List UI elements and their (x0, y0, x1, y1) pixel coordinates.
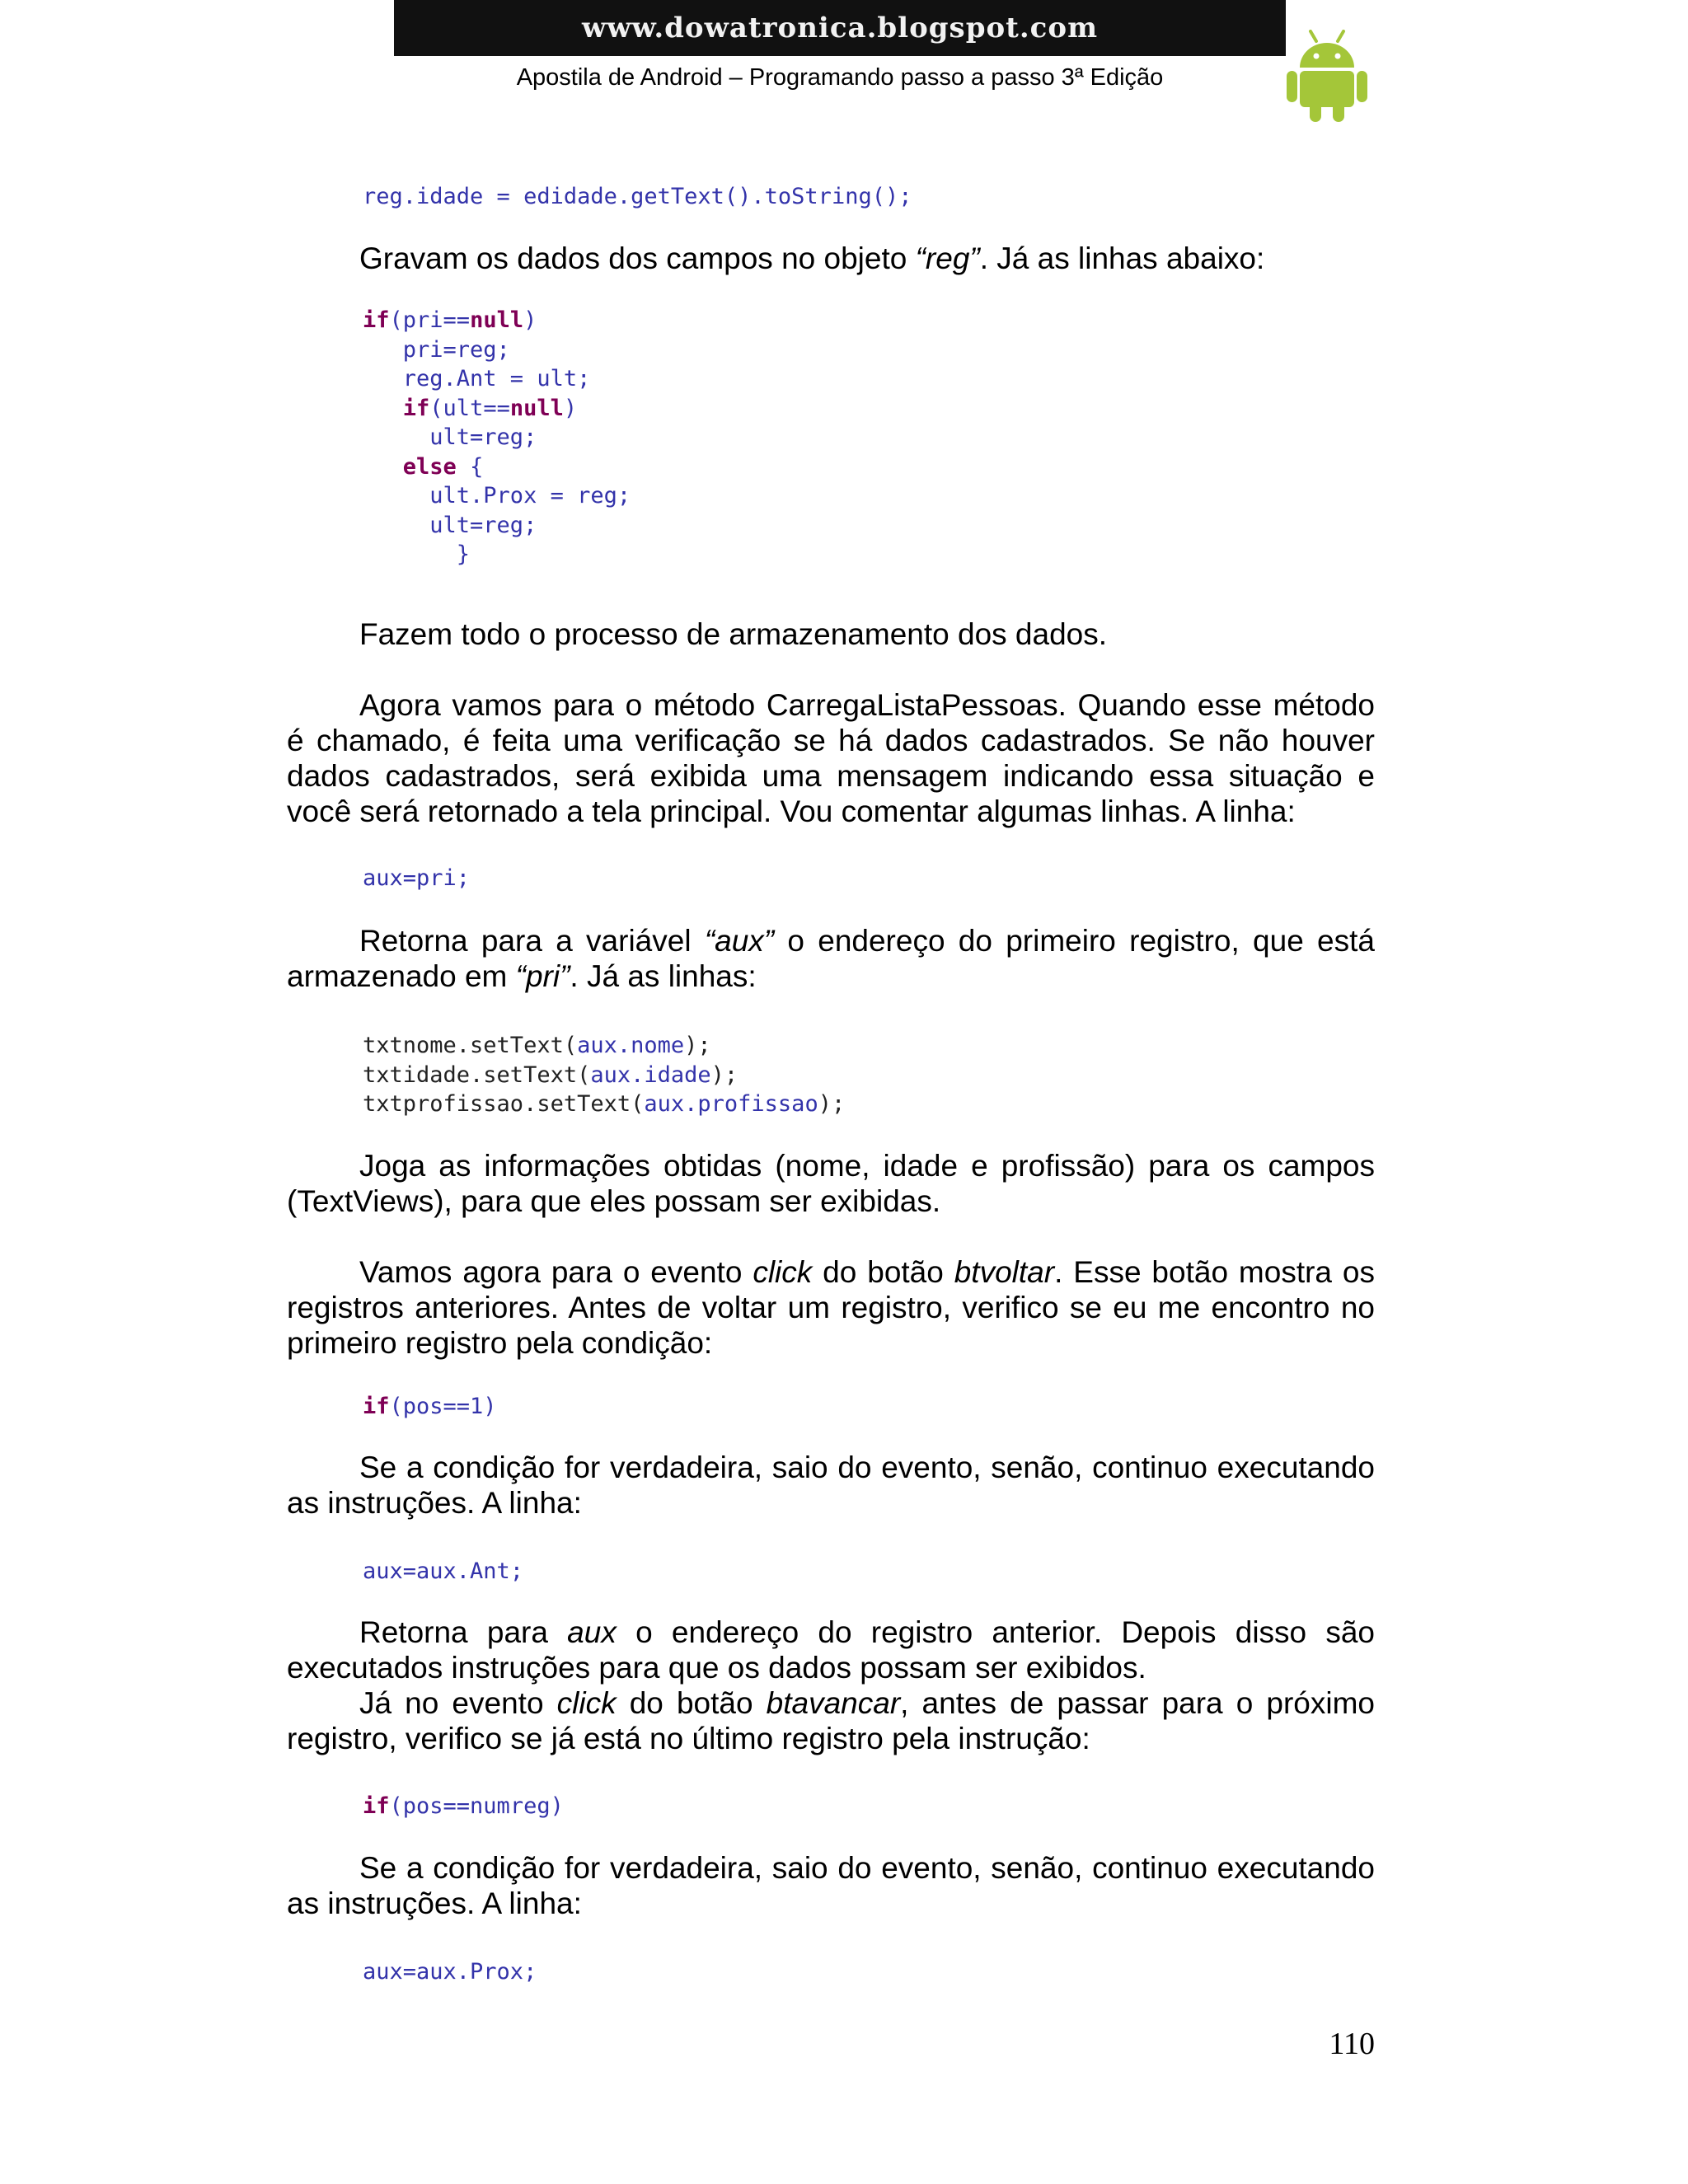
code-line-3 (363, 864, 470, 893)
text: Joga as informações obtidas (nome, idade e profissão) para os campos (TextViews), para que eles possam ser exibidas. (287, 1149, 1375, 1218)
code-text: txtidade.setText( (363, 1062, 591, 1088)
code-line (363, 307, 537, 333)
text: Se a condição for verdadeira, saio do evento, senão, continuo executando as instruções. A linha: (287, 1451, 1375, 1520)
code-line (363, 1062, 738, 1088)
code-text: txtnome.setText( (363, 1033, 578, 1058)
code-text: ); (684, 1033, 711, 1058)
code-arg: aux.nome (577, 1033, 685, 1058)
code-line (363, 541, 470, 567)
text: Gravam os dados dos campos no objeto (359, 241, 916, 275)
code-text: aux=aux.Ant; (363, 1558, 524, 1584)
code-line (363, 396, 577, 421)
code-line (363, 513, 537, 538)
code-line-8 (363, 1957, 537, 1987)
text: Já no evento (359, 1686, 557, 1720)
code-text: reg.idade = edidade.getText().toString(); (363, 184, 912, 209)
text: . Esse botão mostra os registros anteriores. Antes de voltar um registro, verifico se eu me encontro no primeiro registro pela condição: (287, 1255, 1375, 1360)
code-keyword: if (363, 1394, 390, 1419)
code-block-list-insert (363, 306, 631, 569)
paragraph-6 (287, 1254, 1375, 1361)
code-text: reg.Ant = ult; (363, 366, 591, 391)
text: Vamos agora para o evento (359, 1255, 753, 1289)
code-line (363, 1091, 845, 1117)
code-text: ); (710, 1062, 738, 1088)
code-keyword: if (402, 395, 430, 421)
emphasis: “aux” (704, 924, 775, 958)
code-text: ult=reg; (363, 512, 537, 538)
code-line (363, 483, 631, 509)
text: do botão (812, 1255, 954, 1289)
code-line-1 (363, 182, 912, 212)
paragraph-7 (287, 1450, 1375, 1521)
code-keyword: if (363, 307, 390, 333)
paragraph-5 (287, 1148, 1375, 1219)
code-text: (pos==1) (389, 1394, 497, 1419)
emphasis: btvoltar (954, 1255, 1055, 1289)
text: Fazem todo o processo de armazenamento dos dados. (359, 617, 1108, 651)
code-line-6 (363, 1557, 523, 1586)
banner-text: www.dowatronica.blogspot.com (581, 12, 1099, 45)
code-text: aux=pri; (363, 865, 471, 891)
paragraph-2 (287, 616, 1375, 652)
paragraph-10 (287, 1850, 1375, 1921)
code-arg: aux.profissao (644, 1091, 818, 1117)
code-text: ); (818, 1091, 846, 1117)
emphasis: “reg” (915, 241, 980, 275)
code-text: (pos==numreg) (389, 1793, 564, 1819)
text: . Já as linhas: (570, 959, 757, 993)
emphasis: click (556, 1686, 617, 1720)
code-text: ) (523, 307, 537, 333)
emphasis: aux (567, 1615, 617, 1649)
emphasis: click (753, 1255, 813, 1289)
code-line (363, 366, 590, 391)
code-line-7 (363, 1792, 564, 1821)
code-keyword: null (470, 307, 524, 333)
page-number: 110 (1329, 2027, 1375, 2061)
code-text: { (456, 453, 484, 480)
code-text: } (363, 541, 471, 567)
emphasis: “pri” (515, 959, 570, 993)
code-keyword: null (509, 395, 564, 421)
code-text: txtprofissao.setText( (363, 1091, 645, 1117)
code-line (363, 424, 537, 450)
text: o endereço do primeiro registro, que está armazenado em (287, 924, 1375, 993)
text: , antes de passar para o próximo registro, verifico se já está no último registro pela instrução: (287, 1686, 1375, 1755)
code-text: ult=reg; (363, 424, 537, 450)
android-robot-icon (1282, 25, 1372, 124)
paragraph-3 (287, 687, 1375, 829)
code-keyword: if (363, 1793, 390, 1819)
header-banner (394, 0, 1286, 56)
emphasis: btavancar (766, 1686, 901, 1720)
code-text: ) (563, 395, 578, 421)
code-keyword: else (402, 453, 457, 480)
code-text: (pri== (389, 307, 471, 333)
code-text: aux=aux.Prox; (363, 1959, 537, 1985)
code-line-5 (363, 1392, 497, 1422)
text: . Já as linhas abaixo: (979, 241, 1265, 275)
code-line (363, 337, 510, 363)
text: Se a condição for verdadeira, saio do evento, senão, continuo executando as instruções. A linha: (287, 1851, 1375, 1920)
code-text: (ult== (429, 395, 510, 421)
text: o endereço do registro anterior. Depois disso são executados instruções para que os dados possam ser exibidos. (287, 1615, 1376, 1685)
code-arg: aux.idade (590, 1062, 711, 1088)
paragraph-8 (287, 1615, 1375, 1685)
paragraph-1 (287, 241, 1375, 276)
header-subtitle: Apostila de Android – Programando passo a passo 3ª Edição (516, 64, 1164, 91)
text: do botão (616, 1686, 767, 1720)
code-text: pri=reg; (363, 336, 510, 363)
text: Agora vamos para o método CarregaListaPessoas. Quando esse método é chamado, é feita uma verificação se há dados cadastrados. Se não houver dados cadastrados, será exibida uma mensagem indicando essa situação e você será retornado a tela principal. Vou comentar algumas linhas. A linha: (287, 688, 1375, 828)
code-text: ult.Prox = reg; (363, 483, 631, 509)
paragraph-4 (287, 923, 1375, 994)
code-line (363, 454, 483, 480)
text: Retorna para a variável (359, 924, 705, 958)
code-block-settext (363, 1031, 845, 1119)
code-line (363, 1033, 711, 1058)
text: Retorna para (359, 1615, 568, 1649)
paragraph-9 (287, 1685, 1375, 1756)
